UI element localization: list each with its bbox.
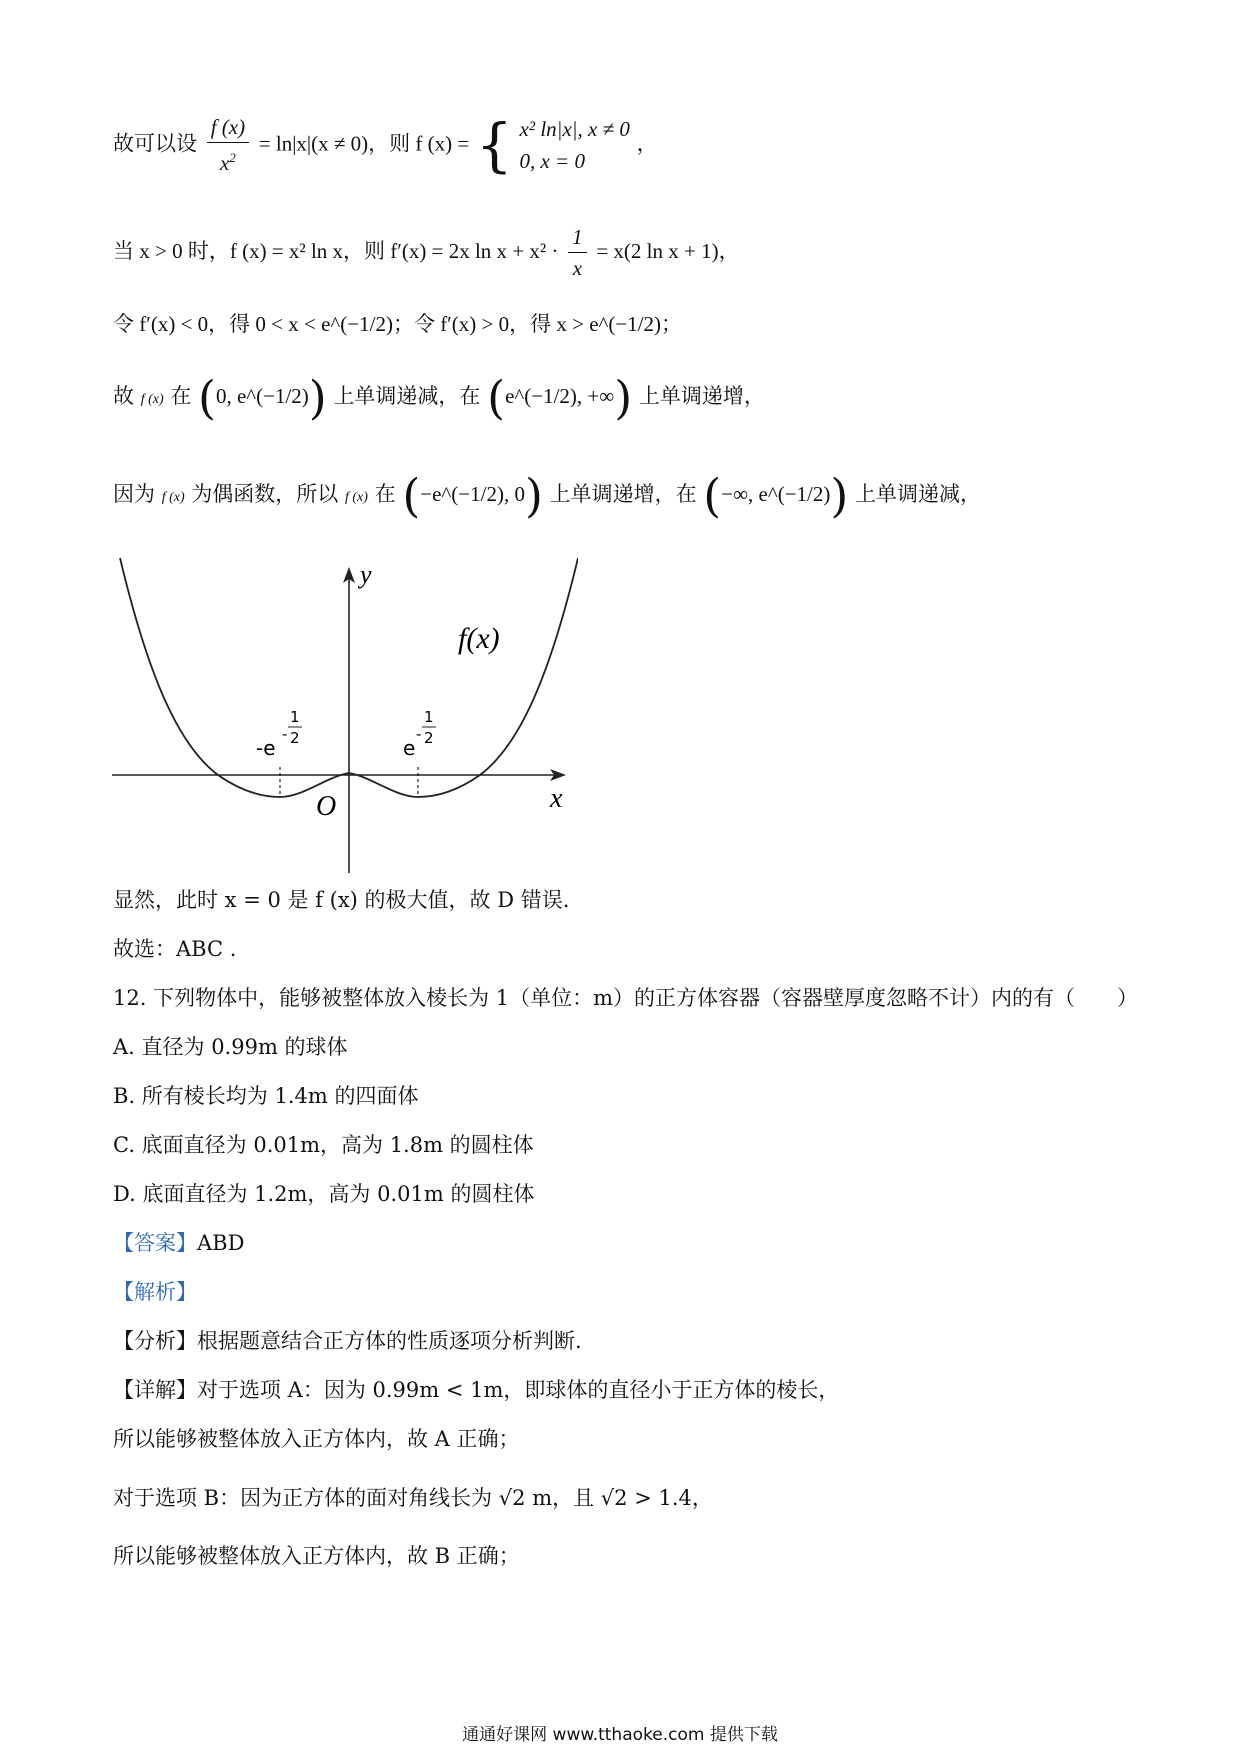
neg-tick-label: -e [256, 736, 276, 760]
answer-value: ABD [197, 1231, 245, 1255]
interval-1: −e^(−1/2), 0 [420, 482, 525, 506]
text-choice: 故选：ABC . [113, 937, 237, 961]
text-mid: = ln|x|(x ≠ 0)，则 f (x) = [258, 131, 470, 156]
question-12 [113, 984, 1138, 1012]
option-c [113, 1131, 534, 1159]
fx-symbol: f (x) [345, 490, 368, 505]
interval-1: 0, e^(−1/2) [215, 384, 309, 408]
neg-tick-exp-num: 1 [290, 708, 300, 726]
line-conclusion-d [113, 886, 569, 914]
footer-source: 通通好课网 www.tthaoke.com 提供下载 [462, 1725, 778, 1745]
brace-icon: { [475, 111, 513, 179]
case-1: x² ln|x|, x ≠ 0 [519, 117, 630, 141]
answer-line [113, 1229, 244, 1257]
text-derivative: 当 x > 0 时，f (x) = x² ln x，则 f′(x) = 2x ln x + x² · [113, 239, 559, 263]
fraction-1-over-x [568, 222, 587, 283]
right-paren-icon: ) [308, 370, 327, 425]
right-paren-icon: ) [614, 370, 633, 425]
interval-2: e^(−1/2), +∞ [505, 384, 615, 408]
pos-tick-label: e [403, 736, 416, 760]
text-e: 上单调递减， [855, 482, 982, 506]
analysis-tag: 【解析】 [113, 1280, 197, 1304]
frac-denominator: x [572, 256, 583, 280]
pos-tick-exp-den: 2 [424, 729, 434, 747]
detail-line [113, 1376, 839, 1404]
option-text: B. 所有棱长均为 1.4m 的四面体 [113, 1084, 419, 1108]
text-tail: ， [636, 131, 658, 156]
text-prefix: 故可以设 [113, 131, 197, 156]
text-tail: = x(2 ln x + 1)， [596, 239, 740, 263]
neg-tick-exp-den: 2 [290, 729, 300, 747]
fenxi-tag: 【分析】 [113, 1329, 197, 1353]
line-sign-analysis [113, 310, 682, 338]
tail-text: 对于选项 B：因为正方体的面对角线长为 √2 m，且 √2 > 1.4， [113, 1486, 713, 1510]
fraction-fx-over-x2 [207, 112, 249, 178]
option-a [113, 1033, 348, 1061]
fx-symbol: f (x) [161, 490, 185, 505]
line-monotonic-negative [113, 468, 982, 523]
left-paren-icon: ( [487, 370, 506, 425]
analysis-tag-line [113, 1278, 197, 1306]
frac-numerator: 1 [568, 222, 587, 253]
text-d: 上单调递增，在 [549, 482, 697, 506]
interval-2: −∞, e^(−1/2) [721, 482, 831, 506]
left-paren-icon: ( [703, 468, 722, 523]
detail-text: 对于选项 A：因为 0.99m < 1m，即球体的直径小于正方体的棱长， [197, 1378, 840, 1402]
neg-tick-exp-sign: - [282, 725, 288, 743]
text-conclusion: 显然，此时 x = 0 是 f (x) 的极大值，故 D 错误. [113, 888, 570, 912]
function-graph [108, 555, 578, 875]
case-2: 0, x = 0 [519, 149, 585, 173]
option-d [113, 1180, 534, 1208]
question-text: 12. 下列物体中，能够被整体放入棱长为 1（单位：m）的正方体容器（容器壁厚度忽略不计）内的有（ ） [113, 986, 1139, 1010]
text-sign-analysis: 令 f′(x) < 0，得 0 < x < e^(−1/2)；令 f′(x) > 0，得 x > e^(−1/2)； [113, 312, 683, 336]
right-paren-icon: ) [830, 468, 849, 523]
right-paren-icon: ) [524, 468, 543, 523]
left-paren-icon: ( [198, 370, 216, 425]
tail-line-1 [113, 1425, 520, 1453]
fenxi-text: 根据题意结合正方体的性质逐项分析判断. [197, 1329, 582, 1353]
fenxi-line [113, 1327, 582, 1355]
tail-text: 所以能够被整体放入正方体内，故 A 正确； [113, 1427, 520, 1451]
text-c: 上单调递减，在 [333, 384, 481, 408]
option-text: C. 底面直径为 0.01m，高为 1.8m 的圆柱体 [113, 1133, 534, 1157]
detail-tag: 【详解】 [113, 1378, 197, 1402]
text-a: 故 [113, 384, 134, 408]
text-d: 上单调递增， [638, 384, 765, 408]
x-label: x [550, 783, 563, 814]
line-choice [113, 935, 236, 963]
text-b: 为偶函数，所以 [191, 482, 339, 506]
frac-numerator: f (x) [207, 112, 249, 143]
pos-tick-exp-sign: - [416, 725, 422, 743]
option-b [113, 1082, 418, 1110]
text-a: 因为 [113, 482, 155, 506]
frac-denominator: $x^2$ [219, 150, 236, 175]
option-text: D. 底面直径为 1.2m，高为 0.01m 的圆柱体 [113, 1182, 535, 1206]
pos-tick-exp-num: 1 [424, 708, 434, 726]
piecewise-cases [519, 113, 629, 177]
y-label: y [360, 560, 372, 589]
curve-label: f(x) [458, 622, 500, 655]
answer-tag: 【答案】 [113, 1231, 197, 1255]
text-c: 在 [374, 482, 396, 506]
line-derivative [113, 222, 740, 283]
option-text: A. 直径为 0.99m 的球体 [113, 1035, 348, 1059]
origin-label: O [316, 791, 337, 822]
tail-text: 所以能够被整体放入正方体内，故 B 正确； [113, 1544, 520, 1568]
tail-line-2 [113, 1484, 713, 1512]
tail-line-3 [113, 1542, 520, 1570]
line-monotonic-positive [113, 370, 765, 425]
fx-symbol: f (x) [140, 392, 164, 407]
line-define-f [113, 112, 658, 178]
left-paren-icon: ( [402, 468, 421, 523]
text-b: 在 [170, 384, 192, 408]
